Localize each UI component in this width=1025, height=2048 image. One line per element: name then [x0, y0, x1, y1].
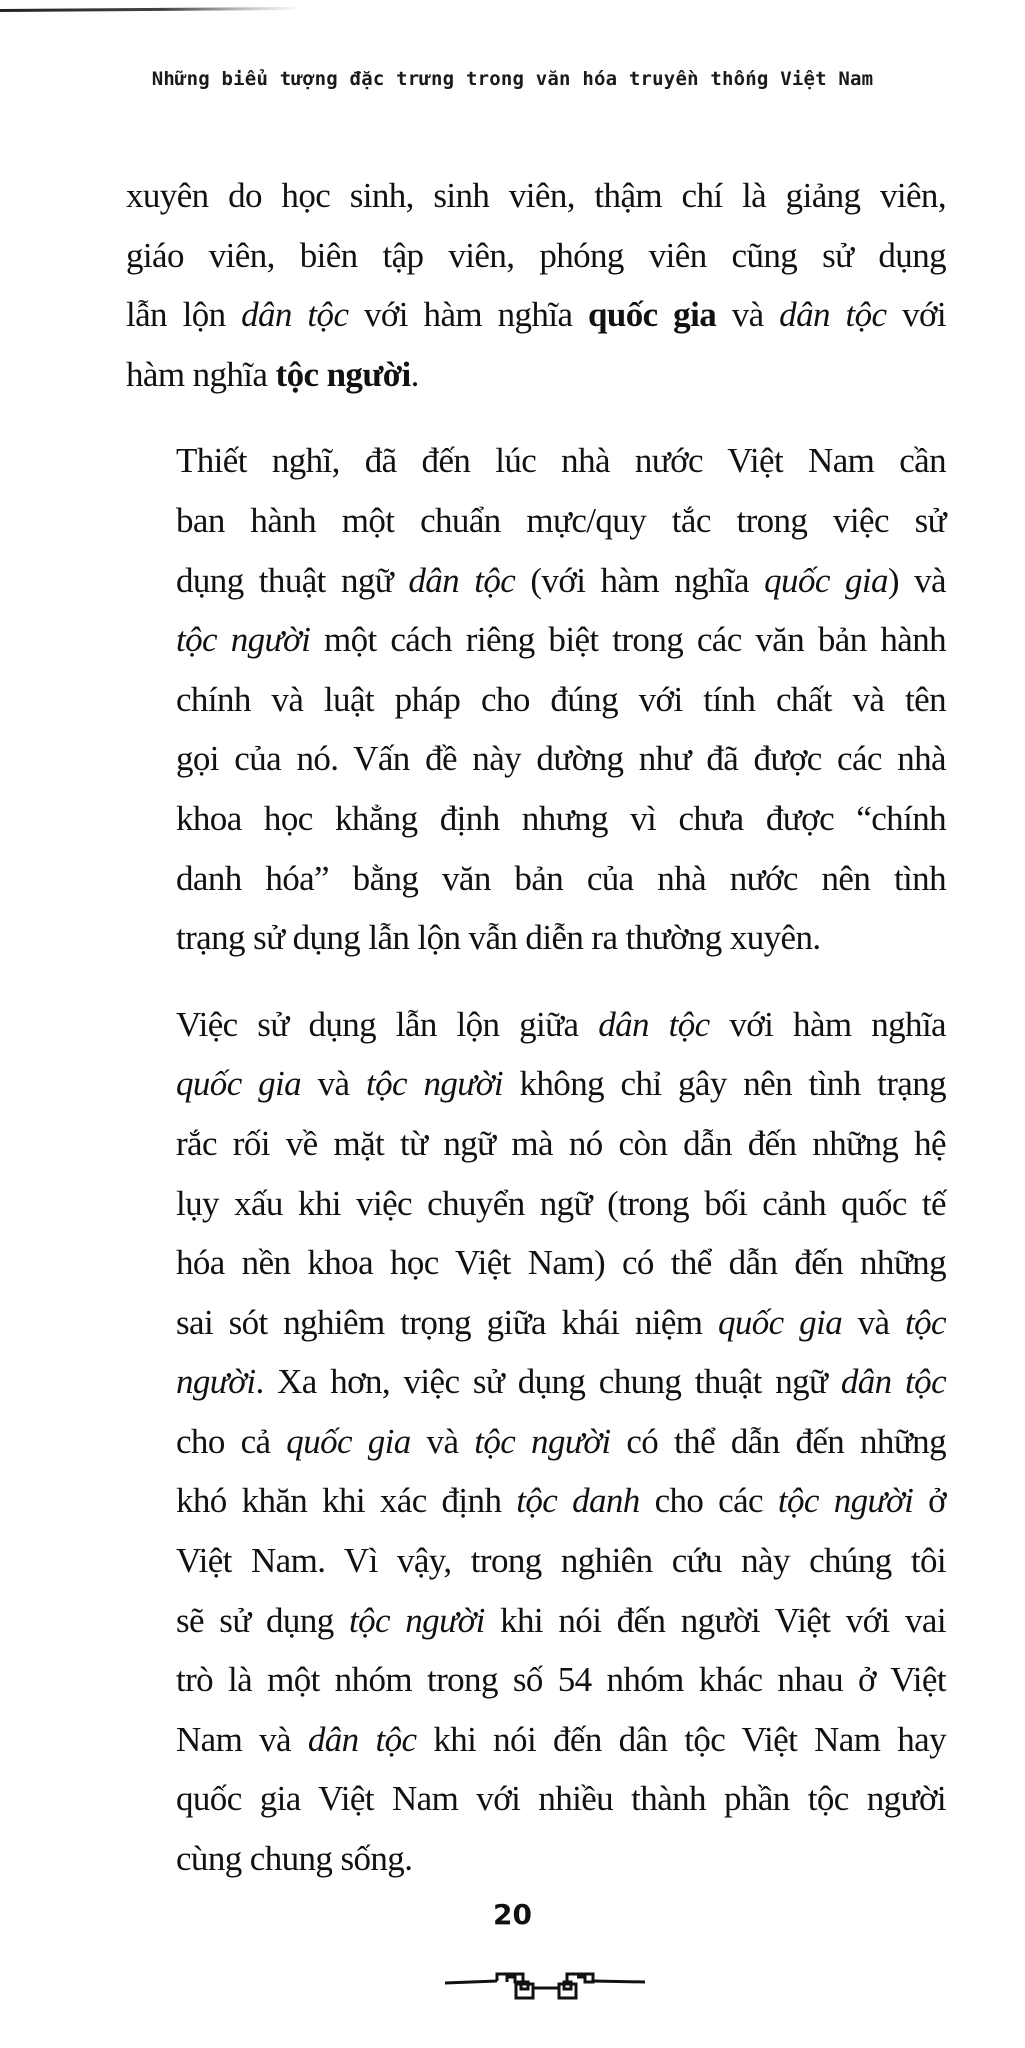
text-run: hóa nền khoa học Việt Nam) có thể dẫn đến những: [176, 1243, 946, 1283]
italic-term: người: [176, 1362, 256, 1402]
text-line: [126, 789, 946, 849]
text-line: [126, 1471, 946, 1531]
italic-term: quốc gia: [764, 560, 888, 600]
italic-term: tộc người: [348, 1600, 485, 1640]
bold-term: quốc gia: [588, 295, 717, 335]
text-run: Thiết nghĩ, đã đến lúc nhà nước Việt Nam cần: [176, 441, 946, 481]
text-run: một cách riêng biệt trong các văn bản hành: [310, 620, 946, 660]
text-run: danh hóa” bằng văn bản của nhà nước nên tình: [176, 858, 946, 898]
text-line: [126, 908, 946, 968]
text-run: rắc rối về mặt từ ngữ mà nó còn dẫn đến những hệ: [176, 1123, 946, 1163]
text-run: khi nói đến dân tộc Việt Nam hay: [416, 1719, 946, 1759]
text-run: cho các: [639, 1481, 778, 1521]
italic-term: dân tộc: [408, 560, 516, 600]
text-run: ở: [913, 1481, 946, 1521]
italic-term: tộc: [905, 1302, 946, 1342]
text-run: khi nói đến người Việt với vai: [484, 1600, 946, 1640]
bold-term: tộc người: [275, 354, 411, 394]
italic-term: tộc danh: [516, 1481, 640, 1521]
page-number: 20: [493, 1898, 532, 1931]
text-run: với hàm nghĩa: [709, 1004, 946, 1044]
text-run: với hàm nghĩa: [348, 295, 588, 335]
text-line: [126, 431, 946, 491]
text-line: [126, 1769, 946, 1829]
body-text: [126, 166, 946, 1889]
text-line: [126, 345, 946, 405]
text-run: .: [410, 354, 419, 394]
text-line: [126, 285, 946, 345]
paragraph: [126, 166, 946, 404]
text-line: [126, 670, 946, 730]
text-run: ) và: [887, 560, 946, 600]
text-line: [126, 995, 946, 1055]
italic-term: dân tộc: [598, 1004, 710, 1044]
text-line: [126, 610, 946, 670]
text-run: và: [301, 1064, 366, 1104]
text-run: khoa học khẳng định nhưng vì chưa được “chính: [176, 798, 946, 838]
italic-term: quốc gia: [717, 1302, 843, 1342]
italic-term: quốc gia: [176, 1064, 302, 1104]
paragraph: [126, 995, 946, 1889]
text-run: và: [410, 1421, 475, 1461]
italic-term: dân tộc: [779, 295, 887, 335]
text-run: chính và luật pháp cho đúng với tính chất và tên: [176, 679, 946, 719]
text-line: [126, 1412, 946, 1472]
text-run: có thể dẫn đến những: [610, 1421, 946, 1461]
italic-term: tộc người: [176, 620, 311, 660]
italic-term: dân tộc: [840, 1362, 946, 1402]
text-run: (với hàm nghĩa: [515, 560, 765, 600]
text-run: và: [716, 295, 780, 335]
text-run: không chỉ gây nên tình trạng: [502, 1064, 947, 1104]
text-run: Nam và: [176, 1719, 308, 1759]
text-run: với: [886, 295, 946, 335]
text-run: lụy xấu khi việc chuyển ngữ (trong bối cảnh quốc tế: [176, 1183, 946, 1223]
text-line: [126, 1174, 946, 1234]
text-line: [126, 491, 946, 551]
italic-term: dân tộc: [241, 295, 349, 335]
text-line: [126, 1591, 946, 1651]
text-run: hàm nghĩa: [126, 354, 276, 394]
text-run: sẽ sử dụng: [176, 1600, 349, 1640]
running-header: Những biểu tượng đặc trưng trong văn hóa truyền thống Việt Nam: [151, 68, 874, 90]
text-line: [126, 1233, 946, 1293]
text-run: ban hành một chuẩn mực/quy tắc trong việc sử: [176, 500, 946, 540]
text-line: [126, 1352, 946, 1412]
text-line: [126, 551, 946, 611]
scan-edge-line: [0, 7, 300, 12]
text-line: [126, 1531, 946, 1591]
text-line: [126, 849, 946, 909]
text-line: [126, 1054, 946, 1114]
text-line: [126, 1710, 946, 1770]
text-line: [126, 226, 946, 286]
text-run: sai sót nghiêm trọng giữa khái niệm: [176, 1302, 718, 1342]
italic-term: tộc người: [365, 1064, 503, 1104]
text-run: xuyên do học sinh, sinh viên, thậm chí là giảng viên,: [126, 176, 946, 215]
text-run: cùng chung sống.: [176, 1839, 413, 1879]
text-run: quốc gia Việt Nam với nhiều thành phần tộc người: [176, 1779, 946, 1819]
italic-term: tộc người: [474, 1421, 611, 1461]
text-line: [126, 1650, 946, 1710]
italic-term: tộc người: [777, 1481, 914, 1521]
text-line: [126, 1114, 946, 1174]
paragraph: [126, 431, 946, 967]
text-run: và: [842, 1302, 906, 1342]
text-line: [126, 1829, 946, 1889]
text-run: trạng sử dụng lẫn lộn vẫn diễn ra thường xuyên.: [176, 918, 821, 958]
italic-term: quốc gia: [286, 1421, 411, 1461]
text-run: Việc sử dụng lẫn lộn giữa: [176, 1004, 599, 1044]
text-run: Việt Nam. Vì vậy, trong nghiên cứu này chúng tôi: [176, 1541, 946, 1581]
text-line: [126, 1293, 946, 1353]
italic-term: dân tộc: [307, 1719, 417, 1759]
text-run: . Xa hơn, việc sử dụng chung thuật ngữ: [255, 1362, 841, 1402]
text-run: lẫn lộn: [126, 295, 242, 335]
text-run: giáo viên, biên tập viên, phóng viên cũng sử dụng: [126, 235, 946, 275]
text-run: dụng thuật ngữ: [176, 560, 409, 600]
text-line: [126, 166, 946, 226]
text-run: khó khăn khi xác định: [176, 1481, 517, 1521]
text-run: trò là một nhóm trong số 54 nhóm khác nhau ở Việt: [176, 1660, 946, 1700]
greek-key-divider-icon: [445, 1960, 645, 2000]
text-run: gọi của nó. Vấn đề này dường như đã được các nhà: [176, 739, 946, 779]
text-line: [126, 729, 946, 789]
text-run: cho cả: [176, 1421, 287, 1461]
